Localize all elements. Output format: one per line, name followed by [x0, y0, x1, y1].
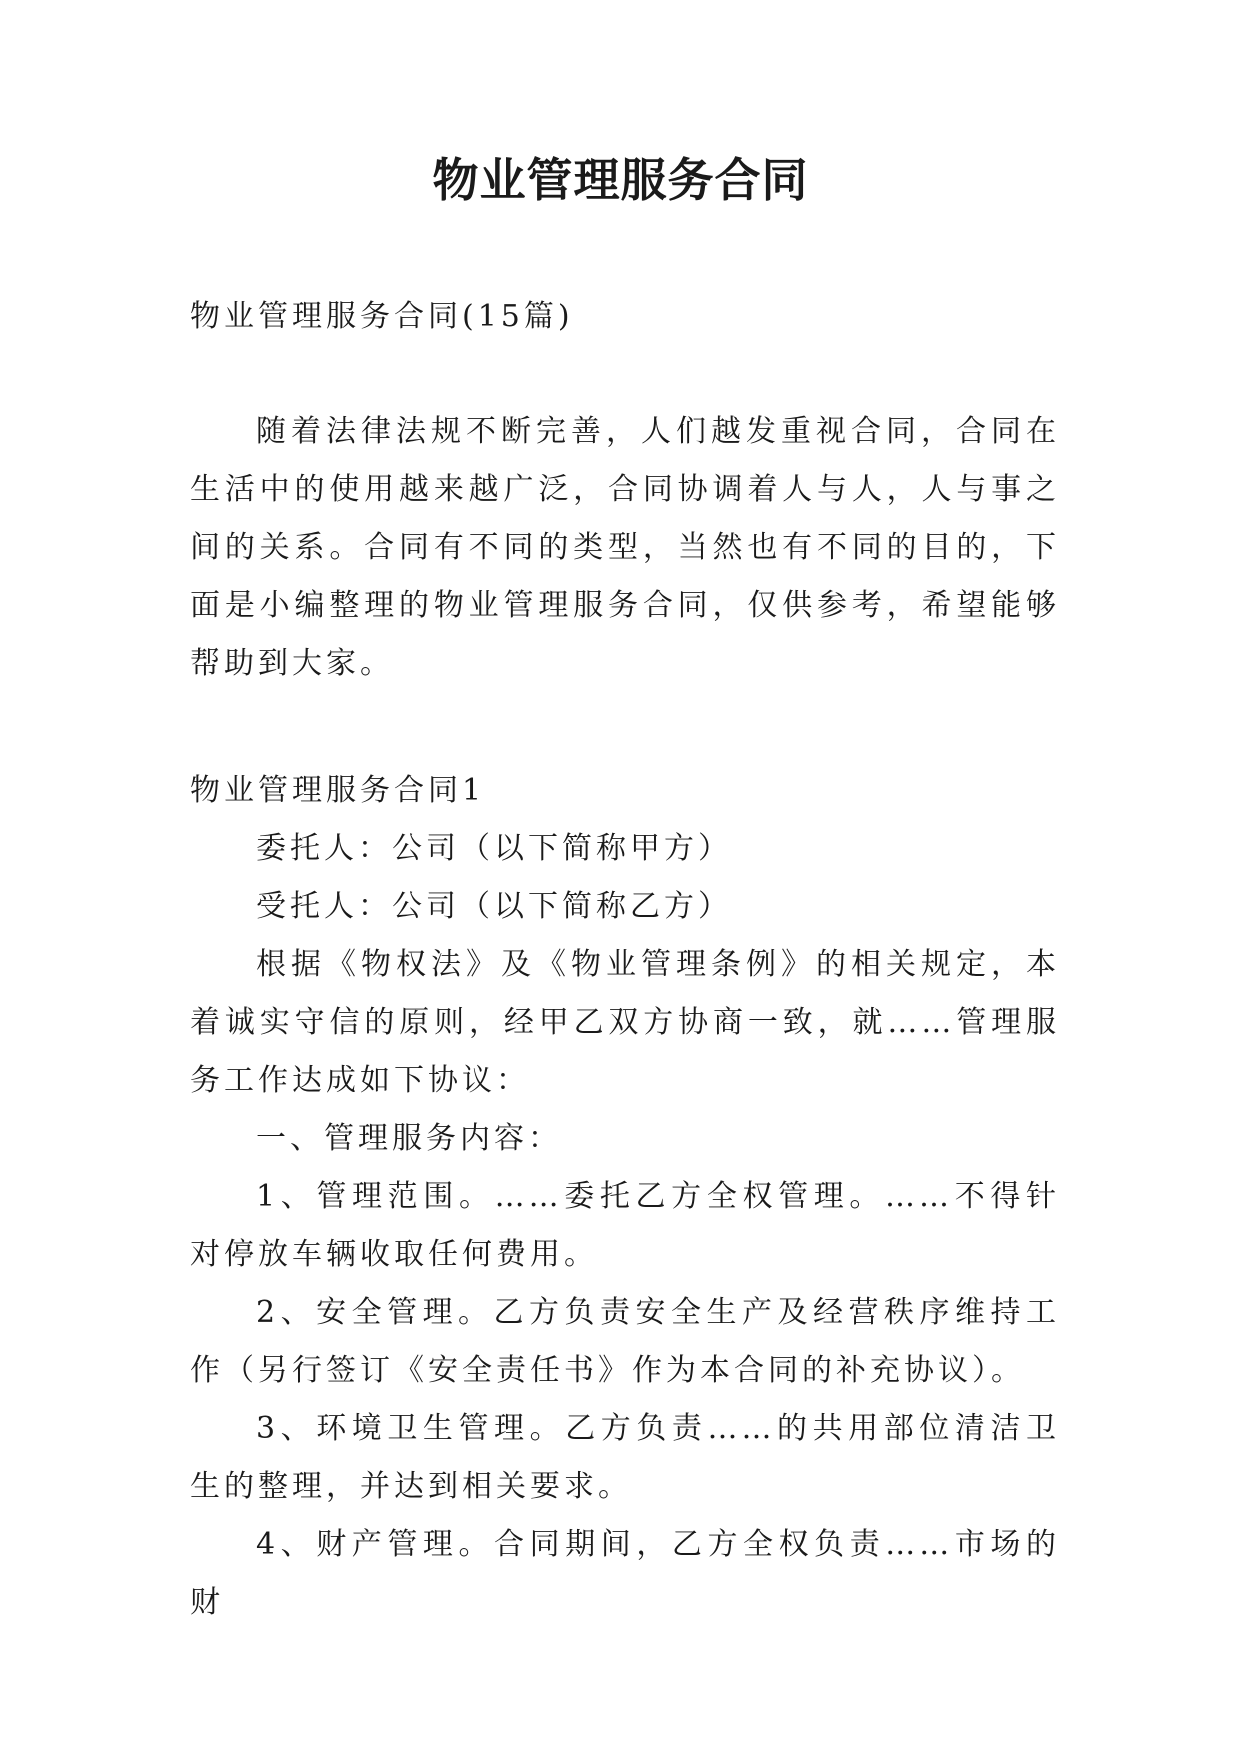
clause-paragraph: 3、环境卫生管理。乙方负责……的共用部位清洁卫生的整理，并达到相关要求。: [190, 1411, 1060, 1504]
section-heading: 物业管理服务合同1: [190, 773, 486, 808]
clause-paragraph: 根据《物权法》及《物业管理条例》的相关规定，本着诚实守信的原则，经甲乙双方协商一致，就……管理服务工作达成如下协议：: [190, 947, 1060, 1098]
clause-paragraph: 1、管理范围。……委托乙方全权管理。……不得针对停放车辆收取任何费用。: [190, 1179, 1060, 1272]
clause-paragraph: 2、安全管理。乙方负责安全生产及经营秩序维持工作（另行签订《安全责任书》作为本合同的补充协议）。: [190, 1295, 1060, 1388]
document-subtitle: 物业管理服务合同(15篇): [190, 299, 574, 334]
intro-text: 随着法律法规不断完善，人们越发重视合同，合同在生活中的使用越来越广泛，合同协调着人与人，人与事之间的关系。合同有不同的类型，当然也有不同的目的，下面是小编整理的物业管理服务合同，仅供参考，希望能够帮助到大家。: [190, 414, 1060, 681]
clause-paragraph: 4、财产管理。合同期间，乙方全权负责……市场的财: [190, 1527, 1060, 1620]
document-title: 物业管理服务合同: [432, 153, 809, 207]
intro-paragraph: [190, 403, 1060, 693]
clause-paragraph: 一、管理服务内容：: [256, 1121, 562, 1156]
clause-paragraph: 受托人：公司（以下简称乙方）: [256, 889, 732, 924]
contract-section: [190, 762, 1060, 1632]
clause-paragraph: 委托人：公司（以下简称甲方）: [256, 831, 732, 866]
